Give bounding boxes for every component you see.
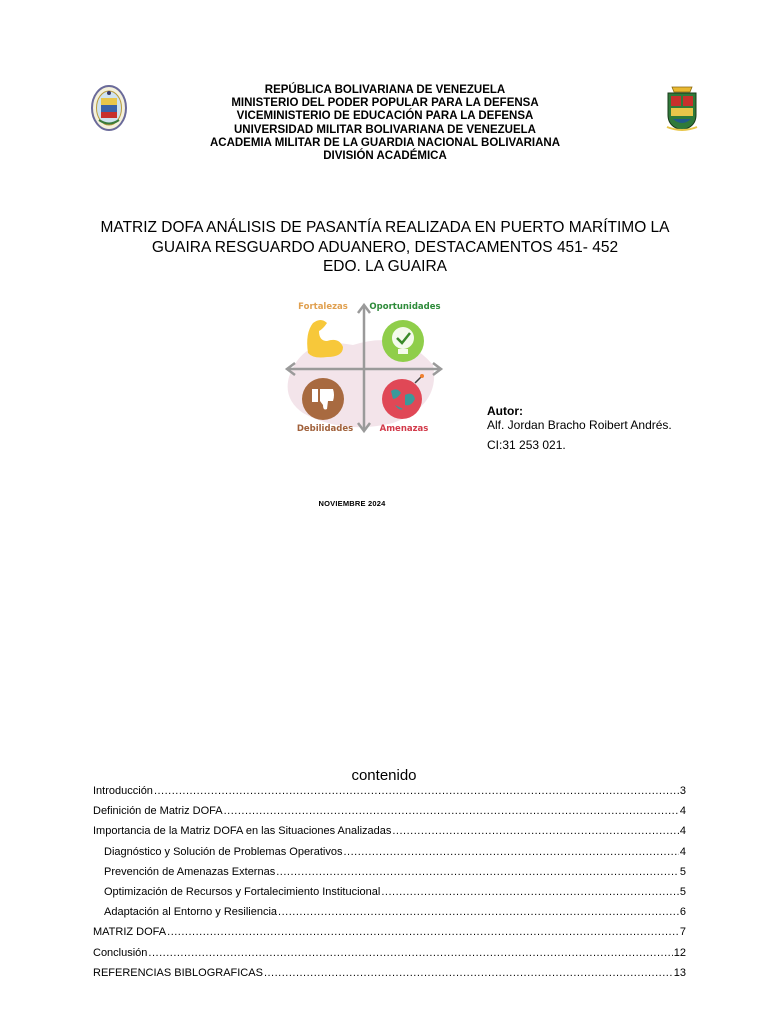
author-label: Autor: [487,404,523,418]
toc-entry-title: Diagnóstico y Solución de Problemas Operativos [104,845,343,858]
dofa-matrix-illustration [283,295,445,437]
author-block [487,404,672,452]
toc-entry-page: 4 [679,845,686,858]
toc-entry-title: Introducción [93,785,153,797]
toc-entry-page: 4 [679,805,686,818]
toc-entry-title: Conclusión [93,946,148,959]
toc-entry-title: Adaptación al Entorno y Resiliencia [104,906,278,919]
toc-dot-leader [224,804,679,818]
toc-entry-title: REFERENCIAS BIBLOGRAFICAS [93,966,263,979]
toc-entry[interactable] [93,824,686,844]
toc-entry[interactable] [93,885,686,905]
strength-arm-icon [307,320,343,358]
table-of-contents [93,784,686,986]
label-amenazas: Amenazas [379,424,429,434]
toc-entry-page: 7 [679,926,686,939]
label-fortalezas: Fortalezas [298,302,348,312]
toc-entry[interactable] [93,804,686,824]
toc-heading: contenido [351,767,417,784]
header-line: ACADEMIA MILITAR DE LA GUARDIA NACIONAL BOLIVARIANA [209,136,561,149]
toc-entry-title: Optimización de Recursos y Fortalecimiento Institucional [104,885,381,898]
title-line: EDO. LA GUAIRA [322,258,448,275]
toc-dot-leader [276,865,679,879]
toc-entry-page: 12 [673,946,686,959]
header-line: VICEMINISTERIO DE EDUCACIÓN PARA LA DEFENSA [236,110,534,123]
toc-entry[interactable] [93,905,686,925]
label-oportunidades: Oportunidades [369,302,441,312]
toc-entry[interactable] [93,784,686,804]
title-line: GUAIRA RESGUARDO ADUANERO, DESTACAMENTOS 451- 452 [151,238,619,256]
toc-entry-page: 5 [679,865,686,878]
toc-entry[interactable] [93,865,686,885]
institution-header [160,84,610,163]
toc-entry-page: 13 [673,966,686,979]
toc-entry-title: Importancia de la Matriz DOFA en las Situaciones Analizadas [93,825,392,838]
header-line: DIVISIÓN ACADÉMICA [323,150,447,163]
author-ci: CI:31 253 021. [487,438,566,452]
toc-entry[interactable] [93,966,686,986]
toc-entry-page: 5 [679,885,686,898]
toc-entry-title: MATRIZ DOFA [93,926,167,939]
toc-dot-leader [154,784,679,798]
toc-dot-leader [392,824,679,838]
toc-dot-leader [381,885,679,899]
toc-entry-page: 6 [679,906,686,919]
toc-entry[interactable] [93,845,686,865]
header-line: UNIVERSIDAD MILITAR BOLIVARIANA DE VENEZUELA [234,123,536,136]
title-line: MATRIZ DOFA ANÁLISIS DE PASANTÍA REALIZADA EN PUERTO MARÍTIMO LA [100,219,670,236]
toc-entry-title: Definición de Matriz DOFA [93,805,223,818]
toc-dot-leader [343,845,678,859]
toc-dot-leader [148,946,672,960]
toc-dot-leader [264,966,673,980]
toc-entry-page: 3 [679,785,686,797]
label-debilidades: Debilidades [296,424,354,434]
document-date: NOVIEMBRE 2024 [318,499,386,508]
document-title [70,218,700,277]
header-line: MINISTERIO DEL PODER POPULAR PARA LA DEFENSA [231,97,539,110]
toc-entry[interactable] [93,925,686,945]
academy-shield-logo [664,83,700,133]
author-name: Alf. Jordan Bracho Roibert Andrés. [487,418,672,432]
toc-dot-leader [278,905,679,919]
lightbulb-check-icon [382,320,424,362]
university-seal-logo [89,83,129,133]
toc-entry[interactable] [93,946,686,966]
toc-entry-page: 4 [679,825,686,838]
toc-dot-leader [167,925,679,939]
header-line: REPÚBLICA BOLIVARIANA DE VENEZUELA [264,84,506,96]
toc-entry-title: Prevención de Amenazas Externas [104,865,276,878]
thumbs-down-icon [302,378,344,420]
